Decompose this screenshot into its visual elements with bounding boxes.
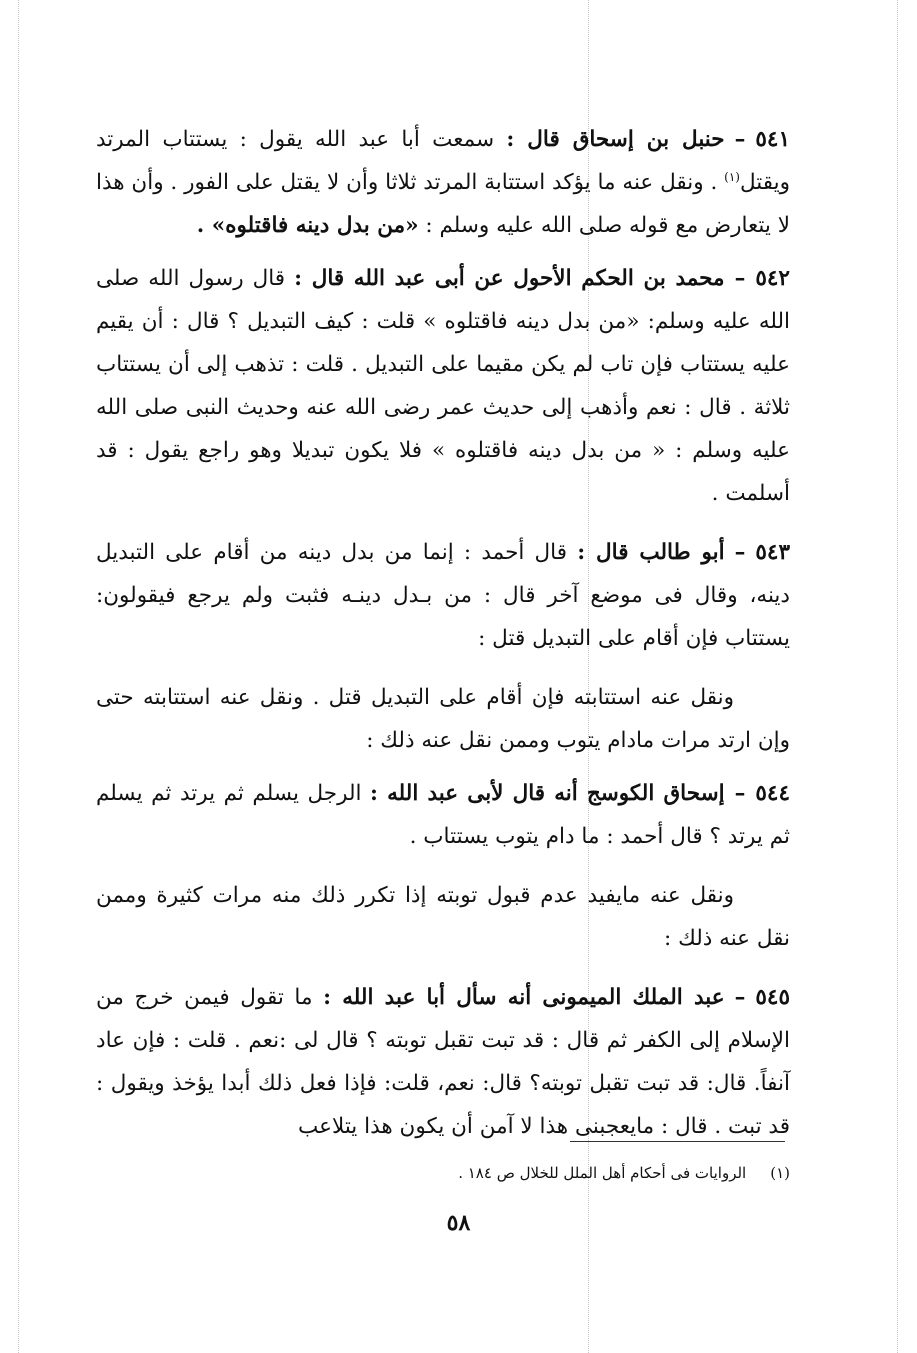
paragraph-text: ونقل عنه استتابته فإن أقام على التبديل قتل . ونقل عنه استتابته حتى وإن ارتد مرات مادام يتوب وممن نقل عنه ذلك : — [96, 685, 790, 753]
main-text — [96, 118, 790, 1148]
paragraph-text: . ونقل عنه ما يؤكد استتابة المرتد ثلاثا وأن لا يقتل على الفور . وأن هذا لا يتعارض مع قوله صلى الله عليه وسلم : — [96, 170, 790, 238]
paragraph-number: ٥٤٣ — [755, 540, 790, 565]
paragraph-text: الرجل يسلم ثم يرتد ثم يسلم ثم يرتد ؟ قال أحمد : ما دام يتوب يستتاب . — [96, 781, 790, 849]
footnote-number: (١) — [770, 1164, 790, 1182]
paragraph-number: ٥٤٢ — [755, 266, 790, 291]
hadith-quote: «من بدل دينه فاقتلوه» . — [196, 213, 419, 238]
footnote — [300, 1162, 790, 1184]
paragraph-text: سمعت أبا عبد الله يقول : يستتاب المرتد ويقتل — [96, 127, 790, 195]
paragraph-541 — [96, 118, 790, 247]
paragraph-text: قال رسول الله صلى الله عليه وسلم: «من بدل دينه فاقتلوه » قلت : كيف التبديل ؟ قال : أن يقيم عليه يستتاب فإن تاب لم يكن مقيما على التبديل . قلت : تذهب إلى أن يستتاب ثلاثة . قال : نعم وأذهب إلى حديث عمر رضى الله عنه وحديث النبى صلى الله عليه وسلم : « من بدل دينه فاقتلوه » فلا يكون تبديلا وهو راجع يقول : قد أسلمت . — [96, 266, 790, 506]
paragraph-dash: – — [734, 266, 746, 291]
scan-guide-line — [18, 0, 19, 1353]
paragraph-number: ٥٤٤ — [755, 781, 790, 806]
paragraph-note — [96, 676, 790, 762]
narrator-heading: عبد الملك الميمونى أنه سأل أبا عبد الله : — [323, 985, 725, 1010]
footnote-marker: (١) — [724, 169, 740, 184]
paragraph-544 — [96, 772, 790, 858]
paragraph-text: قال أحمد : إنما من بدل دينه من أقام على التبديل دينه، وقال فى موضع آخر قال : من بـدل دينـه فثبت ولم يرجع فيقولون: يستتاب فإن أقام على التبديل قتل : — [96, 540, 790, 651]
footnote-text: الروايات فى أحكام أهل الملل للخلال ص ١٨٤ . — [458, 1164, 747, 1182]
paragraph-543 — [96, 531, 790, 660]
page-number: ٥٨ — [446, 1210, 471, 1236]
paragraph-number: ٥٤٥ — [755, 985, 790, 1010]
paragraph-dash: – — [734, 985, 746, 1010]
paragraph-note — [96, 874, 790, 960]
paragraph-text: ما تقول فيمن خرج من الإسلام إلى الكفر ثم قال : قد تبت تقبل توبته ؟ قال لى :نعم . قلت : فإن عاد آنفاً. قال: قد تبت تقبل توبته؟ قال: نعم، قلت: فإذا فعل ذلك أبدا يؤخذ ويقول : قد تبت . قال : مايعجبنى هذا لا آمن أن يكون هذا يتلاعب — [96, 985, 790, 1139]
paragraph-dash: – — [734, 540, 746, 565]
paragraph-dash: – — [734, 781, 746, 806]
paragraph-text: ونقل عنه مايفيد عدم قبول توبته إذا تكرر ذلك منه مرات كثيرة وممن نقل عنه ذلك : — [96, 883, 790, 951]
paragraph-number: ٥٤١ — [755, 127, 790, 152]
narrator-heading: حنبل بن إسحاق قال : — [506, 127, 725, 152]
scan-guide-line — [897, 0, 898, 1353]
paragraph-545 — [96, 976, 790, 1148]
narrator-heading: محمد بن الحكم الأحول عن أبى عبد الله قال : — [294, 266, 725, 291]
narrator-heading: إسحاق الكوسج أنه قال لأبى عبد الله : — [370, 781, 725, 806]
narrator-heading: أبو طالب قال : — [577, 540, 725, 565]
paragraph-542 — [96, 257, 790, 515]
paragraph-dash: – — [734, 127, 746, 152]
footnote-divider — [570, 1141, 785, 1142]
